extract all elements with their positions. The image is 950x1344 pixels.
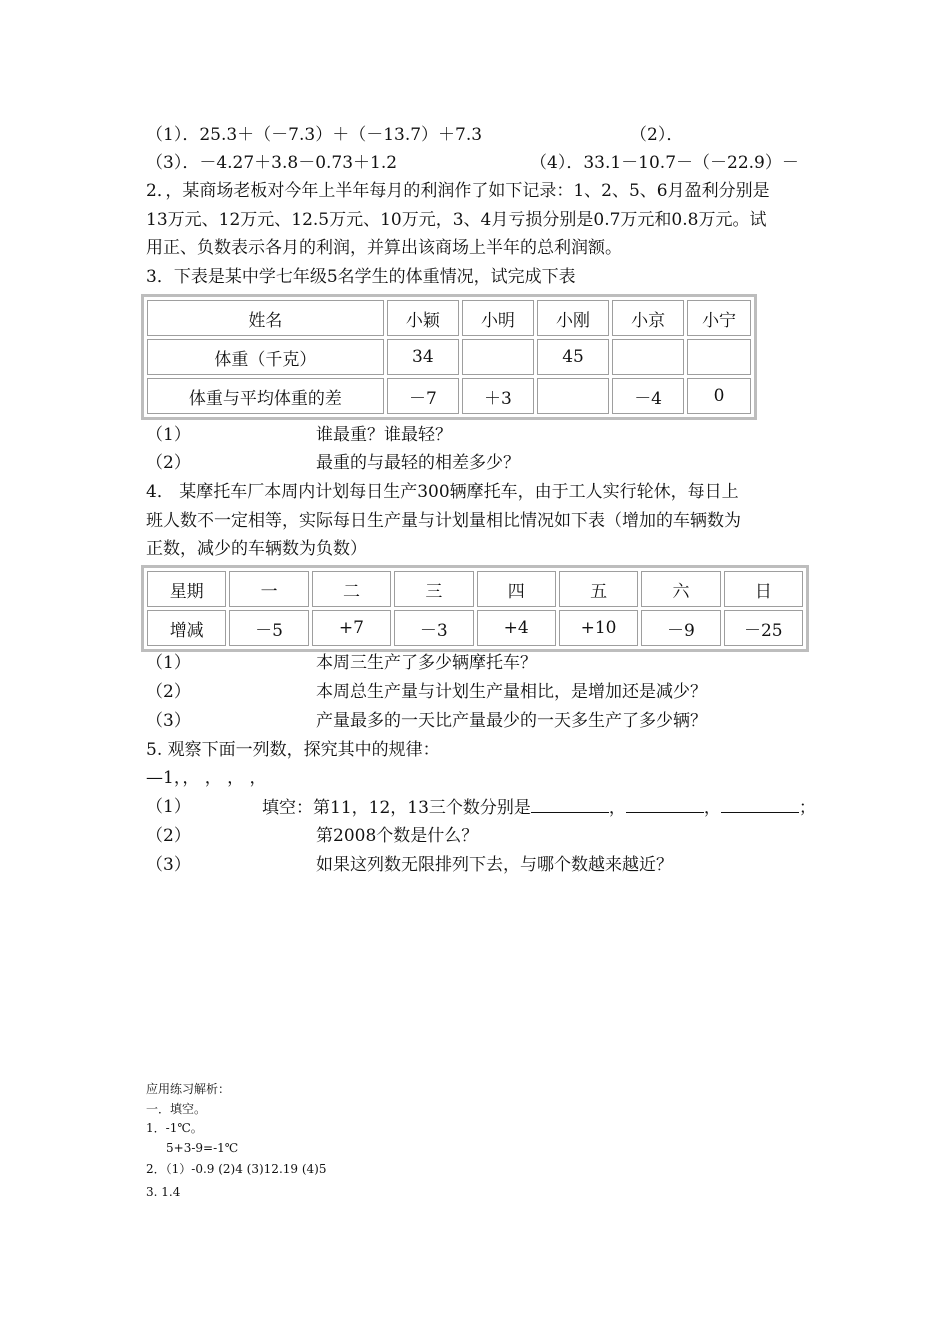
table-cell: －25: [724, 610, 803, 646]
q5-sub-1-text: 填空：第11，12，13三个数分别是: [262, 798, 531, 818]
table-cell: [537, 378, 609, 414]
q4-sub-1-text: 本周三生产了多少辆摩托车？: [316, 653, 537, 673]
q5-sub-1-num: （1）: [146, 797, 191, 817]
q4-sub-2-text: 本周总生产量与计划生产量相比，是增加还是减少？: [316, 682, 707, 702]
answer-1-detail: 5+3-9=-1℃: [166, 1141, 239, 1155]
blank-separator: ，: [608, 798, 626, 818]
table-row: [147, 339, 751, 375]
table-cell: +4: [477, 610, 556, 646]
q2-line-2: 13万元、12万元、12.5万元、10万元，3、4月亏损分别是0.7万元和0.8万元。试: [146, 210, 767, 230]
table-cell: －3: [394, 610, 473, 646]
table-cell: －7: [387, 378, 459, 414]
table-cell: －4: [612, 378, 684, 414]
table-cell: －5: [229, 610, 308, 646]
table-cell: 0: [687, 378, 751, 414]
q3-sub-1-text: 谁最重？谁最轻？: [316, 425, 452, 445]
blank-separator: ，: [703, 798, 721, 818]
q1-item-1: （1）．25.3＋（－7.3）＋（－13.7）＋7.3: [146, 125, 483, 145]
q4-sub-3-text: 产量最多的一天比产量最少的一天多生产了多少辆？: [316, 711, 707, 731]
table-cell: 日: [724, 571, 803, 607]
table-cell: [687, 339, 751, 375]
table-cell: 增减: [147, 610, 226, 646]
table-row: [147, 300, 751, 336]
table-cell: 四: [477, 571, 556, 607]
table-row: [147, 610, 803, 646]
answer-3: 3. 1.4: [146, 1185, 181, 1199]
table-row: [147, 378, 751, 414]
table-cell: +7: [312, 610, 391, 646]
q3-sub-1-num: （1）: [146, 425, 191, 445]
answers-heading: 应用练习解析：: [146, 1082, 231, 1096]
table-cell: 姓名: [147, 300, 384, 336]
answers-section: 一．填空。: [146, 1102, 207, 1116]
q4-line-1: 4． 某摩托车厂本周内计划每日生产300辆摩托车，由于工人实行轮休，每日上: [146, 482, 739, 502]
table-cell: 体重（千克）: [147, 339, 384, 375]
q4-line-2: 班人数不一定相等，实际每日生产量与计划量相比情况如下表（增加的车辆数为: [146, 511, 741, 531]
table-cell: 三: [394, 571, 473, 607]
q5-title: 5. 观察下面一列数，探究其中的规律：: [146, 740, 440, 760]
table-cell: 45: [537, 339, 609, 375]
table-cell: 体重与平均体重的差: [147, 378, 384, 414]
q2-line-1: 2．，某商场老板对今年上半年每月的利润作了如下记录：1、2、5、6月盈利分别是: [146, 181, 770, 201]
production-table: [141, 565, 809, 652]
q5-sub-2-num: （2）: [146, 826, 191, 846]
table-cell: ＋3: [462, 378, 534, 414]
q5-sub-2-text: 第2008个数是什么？: [316, 826, 479, 846]
table-cell: 小宁: [687, 300, 751, 336]
answer-1: 1．-1℃。: [146, 1121, 203, 1135]
table-cell: [462, 339, 534, 375]
q1-item-4: （4）．33.1－10.7－（－22.9）－: [530, 153, 799, 173]
table-cell: 小明: [462, 300, 534, 336]
q3-title: 3．下表是某中学七年级5名学生的体重情况，试完成下表: [146, 267, 576, 287]
q4-sub-3-num: （3）: [146, 711, 191, 731]
q5-sub-1-row: [262, 796, 816, 819]
q1-item-2: （2）．: [630, 125, 684, 145]
q5-sub-3-num: （3）: [146, 855, 191, 875]
table-cell: 一: [229, 571, 308, 607]
answer-blank-11[interactable]: [531, 796, 609, 813]
table-cell: 34: [387, 339, 459, 375]
table-cell: 五: [559, 571, 638, 607]
answer-blank-13[interactable]: [721, 796, 799, 813]
table-cell: [612, 339, 684, 375]
q4-sub-1-num: （1）: [146, 653, 191, 673]
q4-line-3: 正数，减少的车辆数为负数）: [146, 539, 367, 559]
table-cell: 小颖: [387, 300, 459, 336]
table-cell: 小京: [612, 300, 684, 336]
q5-sequence: —1，， ， ， ，: [146, 768, 267, 788]
q2-line-3: 用正、负数表示各月的利润，并算出该商场上半年的总利润额。: [146, 238, 622, 258]
q4-sub-2-num: （2）: [146, 682, 191, 702]
weight-table: [141, 294, 757, 420]
table-row: [147, 571, 803, 607]
q3-sub-2-text: 最重的与最轻的相差多少？: [316, 453, 520, 473]
q3-sub-2-num: （2）: [146, 453, 191, 473]
table-cell: +10: [559, 610, 638, 646]
table-cell: 二: [312, 571, 391, 607]
answer-blank-12[interactable]: [626, 796, 704, 813]
q1-item-3: （3）．－4.27＋3.8－0.73＋1.2: [146, 153, 398, 173]
table-cell: －9: [641, 610, 720, 646]
blank-end: ；: [798, 798, 816, 818]
table-cell: 小刚: [537, 300, 609, 336]
answer-2: 2．（1）-0.9 (2)4 (3)12.19 (4)5: [146, 1162, 327, 1176]
table-cell: 六: [641, 571, 720, 607]
q5-sub-3-text: 如果这列数无限排列下去，与哪个数越来越近？: [316, 855, 673, 875]
table-cell: 星期: [147, 571, 226, 607]
